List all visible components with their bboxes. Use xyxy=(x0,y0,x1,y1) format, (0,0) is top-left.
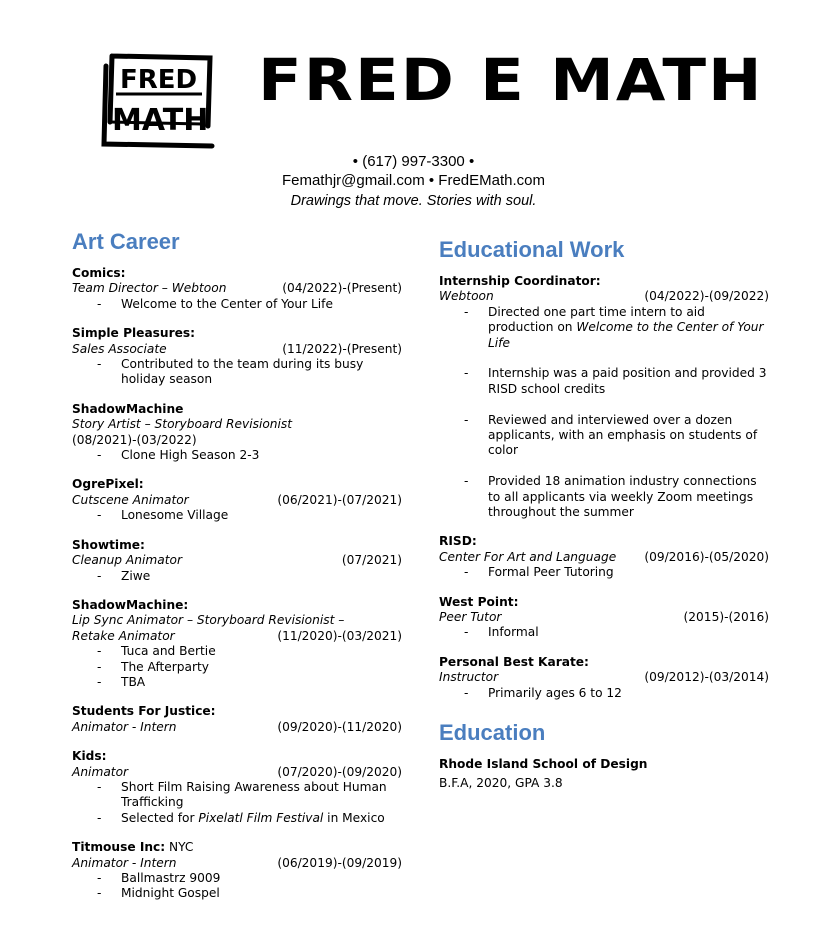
list-item: - Tuca and Bertie xyxy=(72,644,402,659)
educational-work-section xyxy=(439,238,769,791)
career-entry: OgrePixel: Cutscene Animator (06/2021)-(07/2021) - Lonesome Village xyxy=(72,477,402,523)
list-item: - Ballmastrz 9009 xyxy=(72,871,402,886)
section-title: Education xyxy=(439,720,546,746)
career-entry: ShadowMachine: Lip Sync Animator – Storyboard Revisionist – Retake Animator (11/2020)-(03/2021) - Tuca and Bertie - The Afterparty - TBA xyxy=(72,598,402,690)
list-item: - Selected for Pixelatl Film Festival in Mexico xyxy=(72,811,402,826)
list-item: - Contributed to the team during its busy holiday season xyxy=(72,357,402,388)
career-entry: Showtime: Cleanup Animator (07/2021) - Ziwe xyxy=(72,538,402,584)
degree: B.F.A, 2020, GPA 3.8 xyxy=(439,775,563,790)
list-item: - Reviewed and interviewed over a dozen applicants, with an emphasis on students of color xyxy=(439,413,769,459)
list-item: - Clone High Season 2-3 xyxy=(72,448,402,463)
list-item: - Provided 18 animation industry connections to all applicants via weekly Zoom meetings throughout the summer xyxy=(439,474,769,520)
career-entry: Students For Justice: Animator - Intern (09/2020)-(11/2020) xyxy=(72,704,402,734)
list-item: - Informal xyxy=(439,625,769,640)
list-item: - Short Film Raising Awareness about Human Trafficking xyxy=(72,780,402,811)
list-item: - Midnight Gospel xyxy=(72,886,402,901)
list-item: - Formal Peer Tutoring xyxy=(439,565,769,580)
list-item: - Internship was a paid position and provided 3 RISD school credits xyxy=(439,366,769,397)
school-name: Rhode Island School of Design xyxy=(439,757,648,772)
section-title: Art Career xyxy=(72,229,180,254)
list-item: - Welcome to the Center of Your Life xyxy=(72,297,402,312)
list-item: - The Afterparty xyxy=(72,660,402,675)
career-entry: Titmouse Inc: NYC Animator - Intern (06/2019)-(09/2019) - Ballmastrz 9009 - Midnight Gospel xyxy=(72,840,402,902)
work-entry: Internship Coordinator: Webtoon (04/2022)-(09/2022) - Directed one part time intern to aid production on Welcome to the Center of Your Life - Internship was a paid position and provided 3 RISD school credits - Reviewed and interviewed over a dozen applicants, with an emphasis on students of color - Provided 18 animation industry connections to all applicants via weekly Zoom meetings throughout the summer xyxy=(439,274,769,520)
career-entry: Comics: Team Director – Webtoon (04/2022)-(Present) - Welcome to the Center of Your Life xyxy=(72,266,402,312)
career-entry: Kids: Animator (07/2020)-(09/2020) - Short Film Raising Awareness about Human Trafficking - Selected for Pixelatl Film Festival in Mexico xyxy=(72,749,402,826)
list-item: - Directed one part time intern to aid production on Welcome to the Center of Your Life xyxy=(439,305,769,351)
page-title: FRED E MATH xyxy=(258,48,764,115)
list-item: - Primarily ages 6 to 12 xyxy=(439,686,769,701)
logo-text-top: FRED xyxy=(120,65,198,95)
work-entry: Personal Best Karate: Instructor (09/2012)-(03/2014) - Primarily ages 6 to 12 xyxy=(439,655,769,701)
art-career-section xyxy=(72,230,402,916)
work-entry: West Point: Peer Tutor (2015)-(2016) - Informal xyxy=(439,595,769,641)
section-title: Educational Work xyxy=(439,237,625,262)
list-item: - TBA xyxy=(72,675,402,690)
phone: • (617) 997-3300 • xyxy=(352,153,475,170)
email-website: Femathjr@gmail.com • FredEMath.com xyxy=(281,172,546,189)
list-item: - Ziwe xyxy=(72,569,402,584)
work-entry: RISD: Center For Art and Language (09/2016)-(05/2020) - Formal Peer Tutoring xyxy=(439,534,769,580)
career-entry: ShadowMachine Story Artist – Storyboard Revisionist (08/2021)-(03/2022) - Clone High Season 2-3 xyxy=(72,402,402,464)
logo-text-bottom: MATH xyxy=(112,103,209,138)
list-item: - Lonesome Village xyxy=(72,508,402,523)
logo xyxy=(98,52,215,150)
career-entry: Simple Pleasures: Sales Associate (11/2022)-(Present) - Contributed to the team during its busy holiday season xyxy=(72,326,402,388)
tagline: Drawings that move. Stories with soul. xyxy=(290,193,537,209)
